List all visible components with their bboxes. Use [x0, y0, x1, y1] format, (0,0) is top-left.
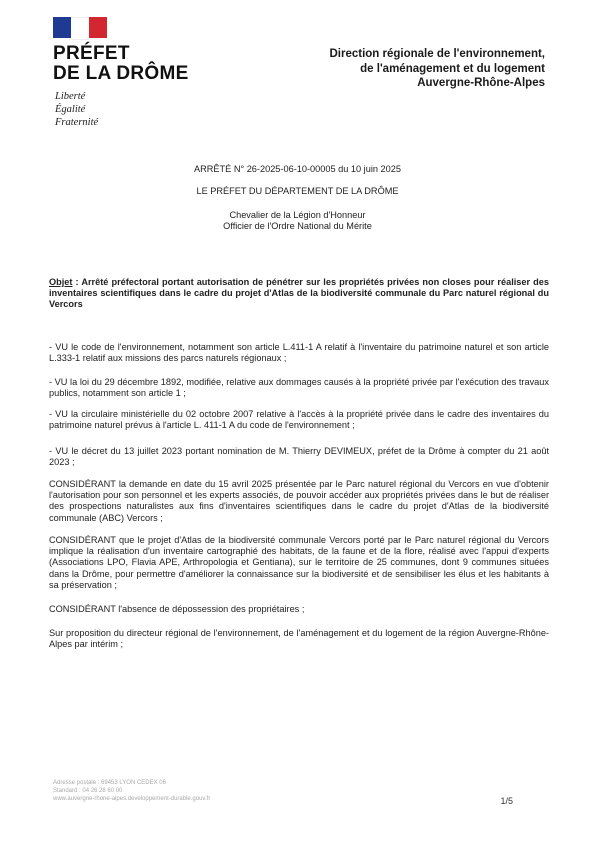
- objet-paragraph: [49, 277, 549, 311]
- objet-label: Objet: [49, 277, 73, 287]
- honor-merite: Officier de l'Ordre National du Mérite: [223, 221, 372, 231]
- vu-decret-2023: - VU le décret du 13 juillet 2023 portant nomination de M. Thierry DEVIMEUX, préfet de la Drôme à compter du 21 août 2023 ;: [49, 446, 549, 468]
- devise-liberte: Liberté: [55, 91, 86, 102]
- vu-code-environnement: - VU le code de l'environnement, notamment son article L.411-1 A relatif à l'inventaire du patrimoine naturel et son article L.333-1 relatif aux missions des parcs naturels régionaux ;: [49, 342, 549, 364]
- footer-line3: www.auvergne-rhone-alpes.developpement-durable.gouv.fr: [53, 796, 211, 802]
- devise-fraternite: Fraternité: [55, 117, 99, 128]
- honors: [0, 210, 595, 232]
- prefet-line2: DE LA DRÔME: [53, 63, 189, 84]
- page-number: 1/5: [500, 796, 513, 806]
- considerant-projet: CONSIDÉRANT que le projet d'Atlas de la biodiversité communale Vercors porté par le Parc naturel régional du Vercors implique la réalisation d'un inventaire cartographié des habitats, de la faune et de la flore, réalisé avec l'appui d'experts (Associations LPO, Flavia APE, Arthropologia et Gentiana), sur le territoire de 25 communes, dont 9 communes situées dans la Drôme, pour permettre d'améliorer la connaissance sur la biodiversité et de sensibiliser les élus et les habitants à sa préservation ;: [49, 535, 549, 590]
- footer-line1: Adresse postale : 69453 LYON CEDEX 06: [53, 780, 166, 786]
- direction-line3: Auvergne-Rhône-Alpes: [417, 77, 545, 89]
- sur-proposition: Sur proposition du directeur régional de l'environnement, de l'aménagement et du logement de la région Auvergne-Rhône-Alpes par intérim ;: [49, 628, 549, 650]
- direction-line1: Direction régionale de l'environnement,: [329, 48, 545, 60]
- direction-line2: de l'aménagement et du logement: [360, 62, 545, 75]
- prefet-logo-text: [53, 44, 189, 84]
- prefet-line1: PRÉFET: [53, 43, 130, 64]
- devise-egalite: Égalité: [55, 104, 86, 115]
- direction-header: [329, 47, 545, 91]
- vu-circulaire-2007: - VU la circulaire ministérielle du 02 octobre 2007 relative à l'accès à la propriété privée dans le cadre des inventaires du patrimoine naturel prévus à l'article L. 411-1 A du code de l'environnement ;: [49, 409, 549, 431]
- vu-loi-1892: - VU la loi du 29 décembre 1892, modifiée, relative aux dommages causés à la propriété privée par l'exécution des travaux publics, notamment son article 1 ;: [49, 377, 549, 399]
- objet-text: : Arrêté préfectoral portant autorisation de pénétrer sur les propriétés privées non closes pour réaliser des inventaires scientifiques dans le cadre du projet d'Atlas de la biodiversité communale du Parc naturel régional du Vercors: [49, 277, 549, 310]
- arrete-number: ARRÊTÉ N° 26-2025-06-10-00005 du 10 juin 2025: [194, 164, 401, 174]
- prefet-title: LE PRÉFET DU DÉPARTEMENT DE LA DRÔME: [196, 186, 399, 196]
- footer-line2: Standard : 04 26 28 60 00: [53, 788, 123, 794]
- considerant-depossession: CONSIDÉRANT l'absence de dépossession des propriétaires ;: [49, 604, 305, 614]
- devise: [55, 90, 98, 129]
- republique-francaise-flag-icon: [53, 17, 107, 38]
- footer-address: [53, 779, 210, 803]
- considerant-demande: CONSIDÉRANT la demande en date du 15 avril 2025 présentée par le Parc naturel régional du Vercors en vue d'obtenir l'autorisation pour son personnel et les experts associés, de pouvoir accéder aux propriétés privées dans le but de réaliser des prospections naturalistes aux fins d'inventaires scientifiques dans le cadre du projet d'Atlas de la biodiversité communale (ABC) Vercors ;: [49, 479, 549, 523]
- honor-legion: Chevalier de la Légion d'Honneur: [229, 210, 366, 220]
